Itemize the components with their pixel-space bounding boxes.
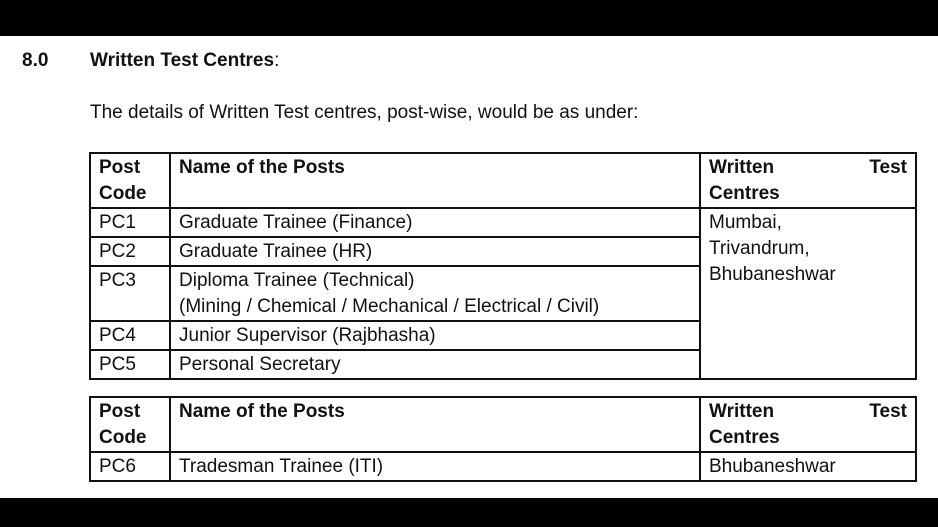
section-number: 8.0 (22, 50, 49, 71)
header-centres-label: Centres (709, 183, 780, 204)
test-centres-table-2 (89, 396, 917, 482)
header-centres-label: Centres (709, 427, 780, 448)
header-post-code (90, 397, 170, 452)
document-page (0, 36, 938, 498)
header-test-label: Test (869, 401, 907, 422)
post-code-cell: PC2 (90, 237, 170, 266)
centre-line: Bhubaneshwar (709, 264, 836, 285)
table-row (90, 208, 916, 237)
centre-line: Mumbai, (709, 212, 782, 233)
post-name-cell: Personal Secretary (170, 350, 700, 379)
header-written-test-centres (700, 153, 916, 208)
post-name-cell: Junior Supervisor (Rajbhasha) (170, 321, 700, 350)
header-written-test-centres (700, 397, 916, 452)
post-name-cell: Graduate Trainee (HR) (170, 237, 700, 266)
centres-cell: Bhubaneshwar (700, 452, 916, 481)
header-test-label: Test (869, 157, 907, 178)
intro-paragraph: The details of Written Test centres, post-wise, would be as under: (90, 102, 639, 123)
post-name-line: Diploma Trainee (Technical) (179, 270, 415, 291)
header-written-label: Written (709, 401, 775, 422)
header-written-label: Written (709, 157, 775, 178)
header-name-of-posts: Name of the Posts (170, 397, 700, 452)
post-code-cell: PC5 (90, 350, 170, 379)
centres-cell (700, 208, 916, 379)
section-title: Written Test Centres (90, 50, 275, 71)
post-code-cell: PC3 (90, 266, 170, 321)
section-heading (22, 50, 279, 72)
header-name-of-posts: Name of the Posts (170, 153, 700, 208)
table-row (90, 452, 916, 481)
post-name-cell: Graduate Trainee (Finance) (170, 208, 700, 237)
post-code-cell: PC1 (90, 208, 170, 237)
table-header-row (90, 153, 916, 208)
centre-line: Trivandrum, (709, 238, 810, 259)
post-name-line: (Mining / Chemical / Mechanical / Electrical / Civil) (179, 296, 600, 317)
header-post-label: Post (99, 401, 141, 422)
table-header-row (90, 397, 916, 452)
section-title-colon: : (274, 50, 280, 71)
header-code-label: Code (99, 183, 147, 204)
header-post-label: Post (99, 157, 141, 178)
post-code-cell: PC4 (90, 321, 170, 350)
post-name-cell (170, 266, 700, 321)
post-name-cell: Tradesman Trainee (ITI) (170, 452, 700, 481)
header-post-code (90, 153, 170, 208)
post-code-cell: PC6 (90, 452, 170, 481)
test-centres-table-1 (89, 152, 917, 380)
header-code-label: Code (99, 427, 147, 448)
